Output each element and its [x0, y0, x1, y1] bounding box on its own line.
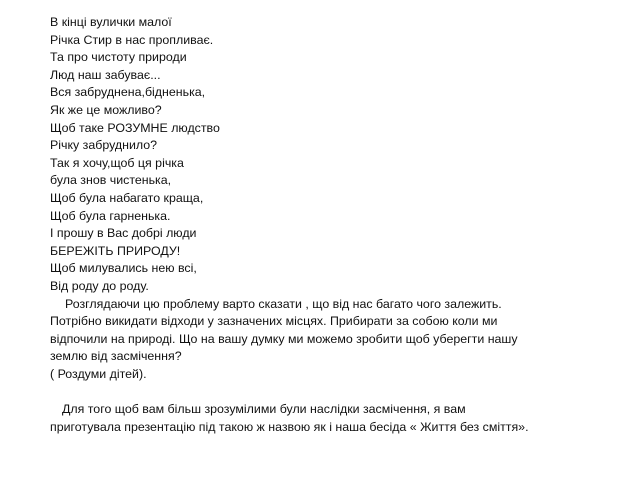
paragraph-line: приготувала презентацію під такою ж назвою як і наша бесіда « Життя без сміття». [50, 419, 529, 434]
poem-line: Так я хочу,щоб ця річка [50, 155, 184, 170]
poem-line: Від роду до роду. [50, 278, 149, 293]
poem-line: Щоб була гарненька. [50, 208, 171, 223]
paragraph-line: Для того щоб вам більш зрозумілими були наслідки засмічення, я вам [62, 402, 466, 417]
document-text [50, 14, 610, 436]
poem-line: В кінці вулички малої [50, 15, 172, 29]
paragraph-line: відпочили на природі. Що на вашу думку ми можемо зробити щоб уберегти нашу [50, 331, 518, 346]
poem-line: Щоб таке РОЗУМНЕ людство [50, 120, 220, 135]
paragraph-line: землю від засмічення? [50, 349, 182, 364]
poem-line: Щоб милувались нею всі, [50, 261, 197, 276]
paragraph-spacer [50, 383, 610, 401]
poem-line: Річка Стир в нас пропливає. [50, 32, 214, 47]
poem-line: Вся забруднена,бідненька, [50, 85, 206, 100]
poem-line: Люд наш забуває... [50, 67, 161, 82]
poem-line: БЕРЕЖІТЬ ПРИРОДУ! [50, 243, 181, 258]
poem-line: Та про чистоту природи [50, 50, 187, 65]
paragraph-line: Розглядаючи цю проблему варто сказати , що від нас багато чого залежить. [65, 296, 502, 311]
poem-line: І прошу в Вас добрі люди [50, 226, 197, 241]
poem-line: Щоб була набагато краща, [50, 190, 204, 205]
paragraph-line: ( Роздуми дітей). [50, 366, 147, 381]
poem-line: Як же це можливо? [50, 102, 162, 117]
poem-line: Річку забруднило? [50, 138, 158, 153]
poem-line: була знов чистенька, [50, 173, 172, 188]
paragraph-line: Потрібно викидати відходи у зазначених місцях. Прибирати за собою коли ми [50, 314, 498, 329]
